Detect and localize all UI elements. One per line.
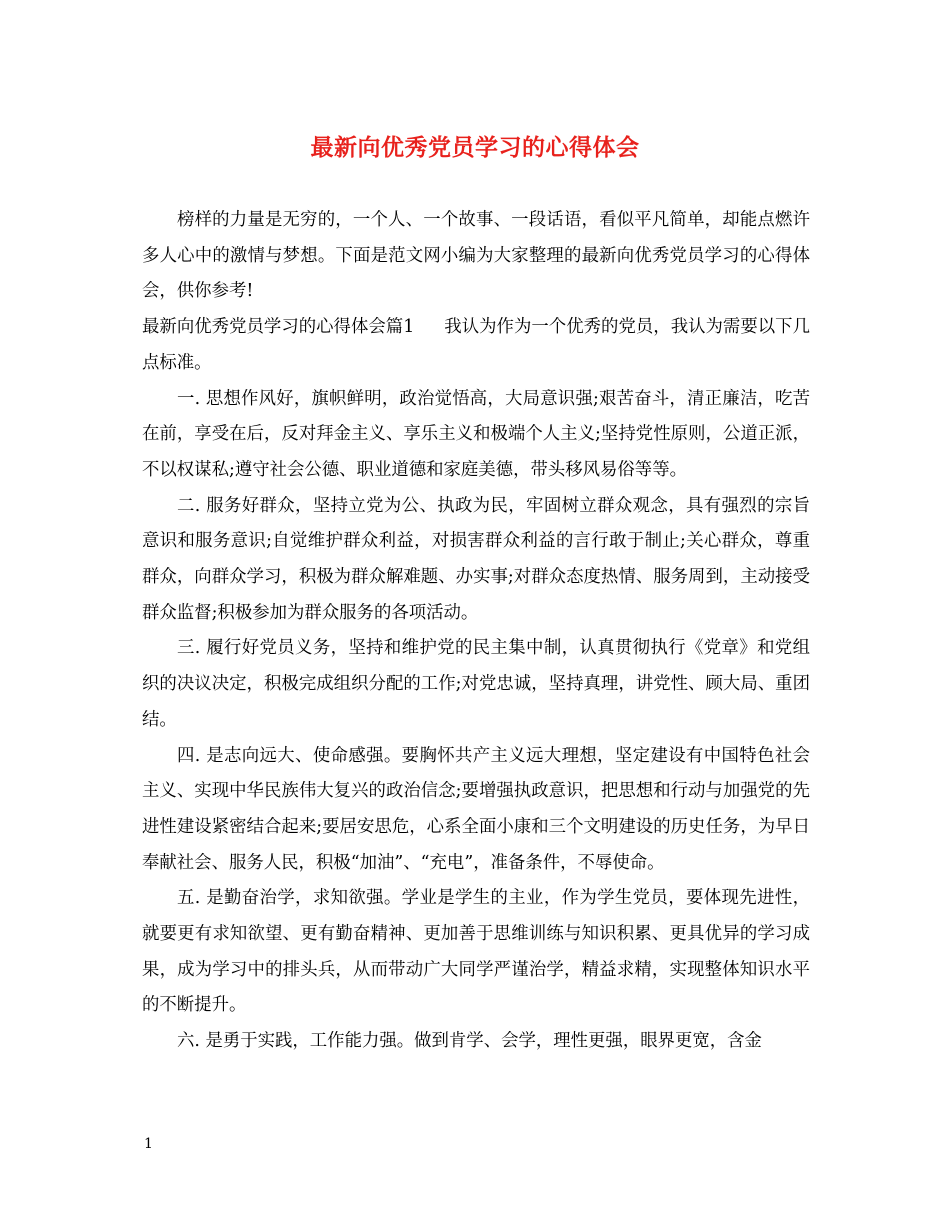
section-lead: 我认为作为一个优秀的党员，我认为需要以下几点标准。 xyxy=(142,317,810,373)
document-body xyxy=(142,203,810,1060)
document-title: 最新向优秀党员学习的心得体会 xyxy=(310,134,640,161)
page-number: 1 xyxy=(144,1136,153,1152)
intro-paragraph: 榜样的力量是无穷的，一个人、一个故事、一段话语，看似平凡简单，却能点燃许多人心中的激情与梦想。下面是范文网小编为大家整理的最新向优秀党员学习的心得体会，供你参考! xyxy=(142,210,810,302)
paragraph-6: 六. 是勇于实践，工作能力强。做到肯学、会学，理性更强，眼界更宽，含金 xyxy=(177,1031,762,1052)
section-heading: 最新向优秀党员学习的心得体会篇1 xyxy=(142,317,415,338)
paragraph-3: 三. 履行好党员义务，坚持和维护党的民主集中制，认真贯彻执行《党章》和党组织的决议决定，积极完成组织分配的工作;对党忠诚，坚持真理，讲党性、顾大局、重团结。 xyxy=(142,638,810,730)
paragraph-1: 一. 思想作风好，旗帜鲜明，政治觉悟高，大局意识强;艰苦奋斗，清正廉洁，吃苦在前，享受在后，反对拜金主义、享乐主义和极端个人主义;坚持党性原则，公道正派，不以权谋私;遵守社会公德、职业道德和家庭美德，带头移风易俗等等。 xyxy=(142,388,810,480)
paragraph-5: 五. 是勤奋治学，求知欲强。学业是学生的主业，作为学生党员，要体现先进性，就要更有求知欲望、更有勤奋精神、更加善于思维训练与知识积累、更具优异的学习成果，成为学习中的排头兵，从而带动广大同学严谨治学，精益求精，实现整体知识水平的不断提升。 xyxy=(142,888,810,1016)
paragraph-2: 二. 服务好群众，坚持立党为公、执政为民，牢固树立群众观念，具有强烈的宗旨意识和服务意识;自觉维护群众利益，对损害群众利益的言行敢于制止;关心群众，尊重群众，向群众学习，积极为群众解难题、办实事;对群众态度热情、服务周到，主动接受群众监督;积极参加为群众服务的各项活动。 xyxy=(142,495,810,623)
section-paragraph xyxy=(142,310,810,381)
paragraph-4: 四. 是志向远大、使命感强。要胸怀共产主义远大理想，坚定建设有中国特色社会主义、实现中华民族伟大复兴的政治信念;要增强执政意识，把思想和行动与加强党的先进性建设紧密结合起来;要居安思危，心系全面小康和三个文明建设的历史任务，为早日奉献社会、服务人民，积极“加油”、“充电”，准备条件，不辱使命。 xyxy=(142,745,810,873)
